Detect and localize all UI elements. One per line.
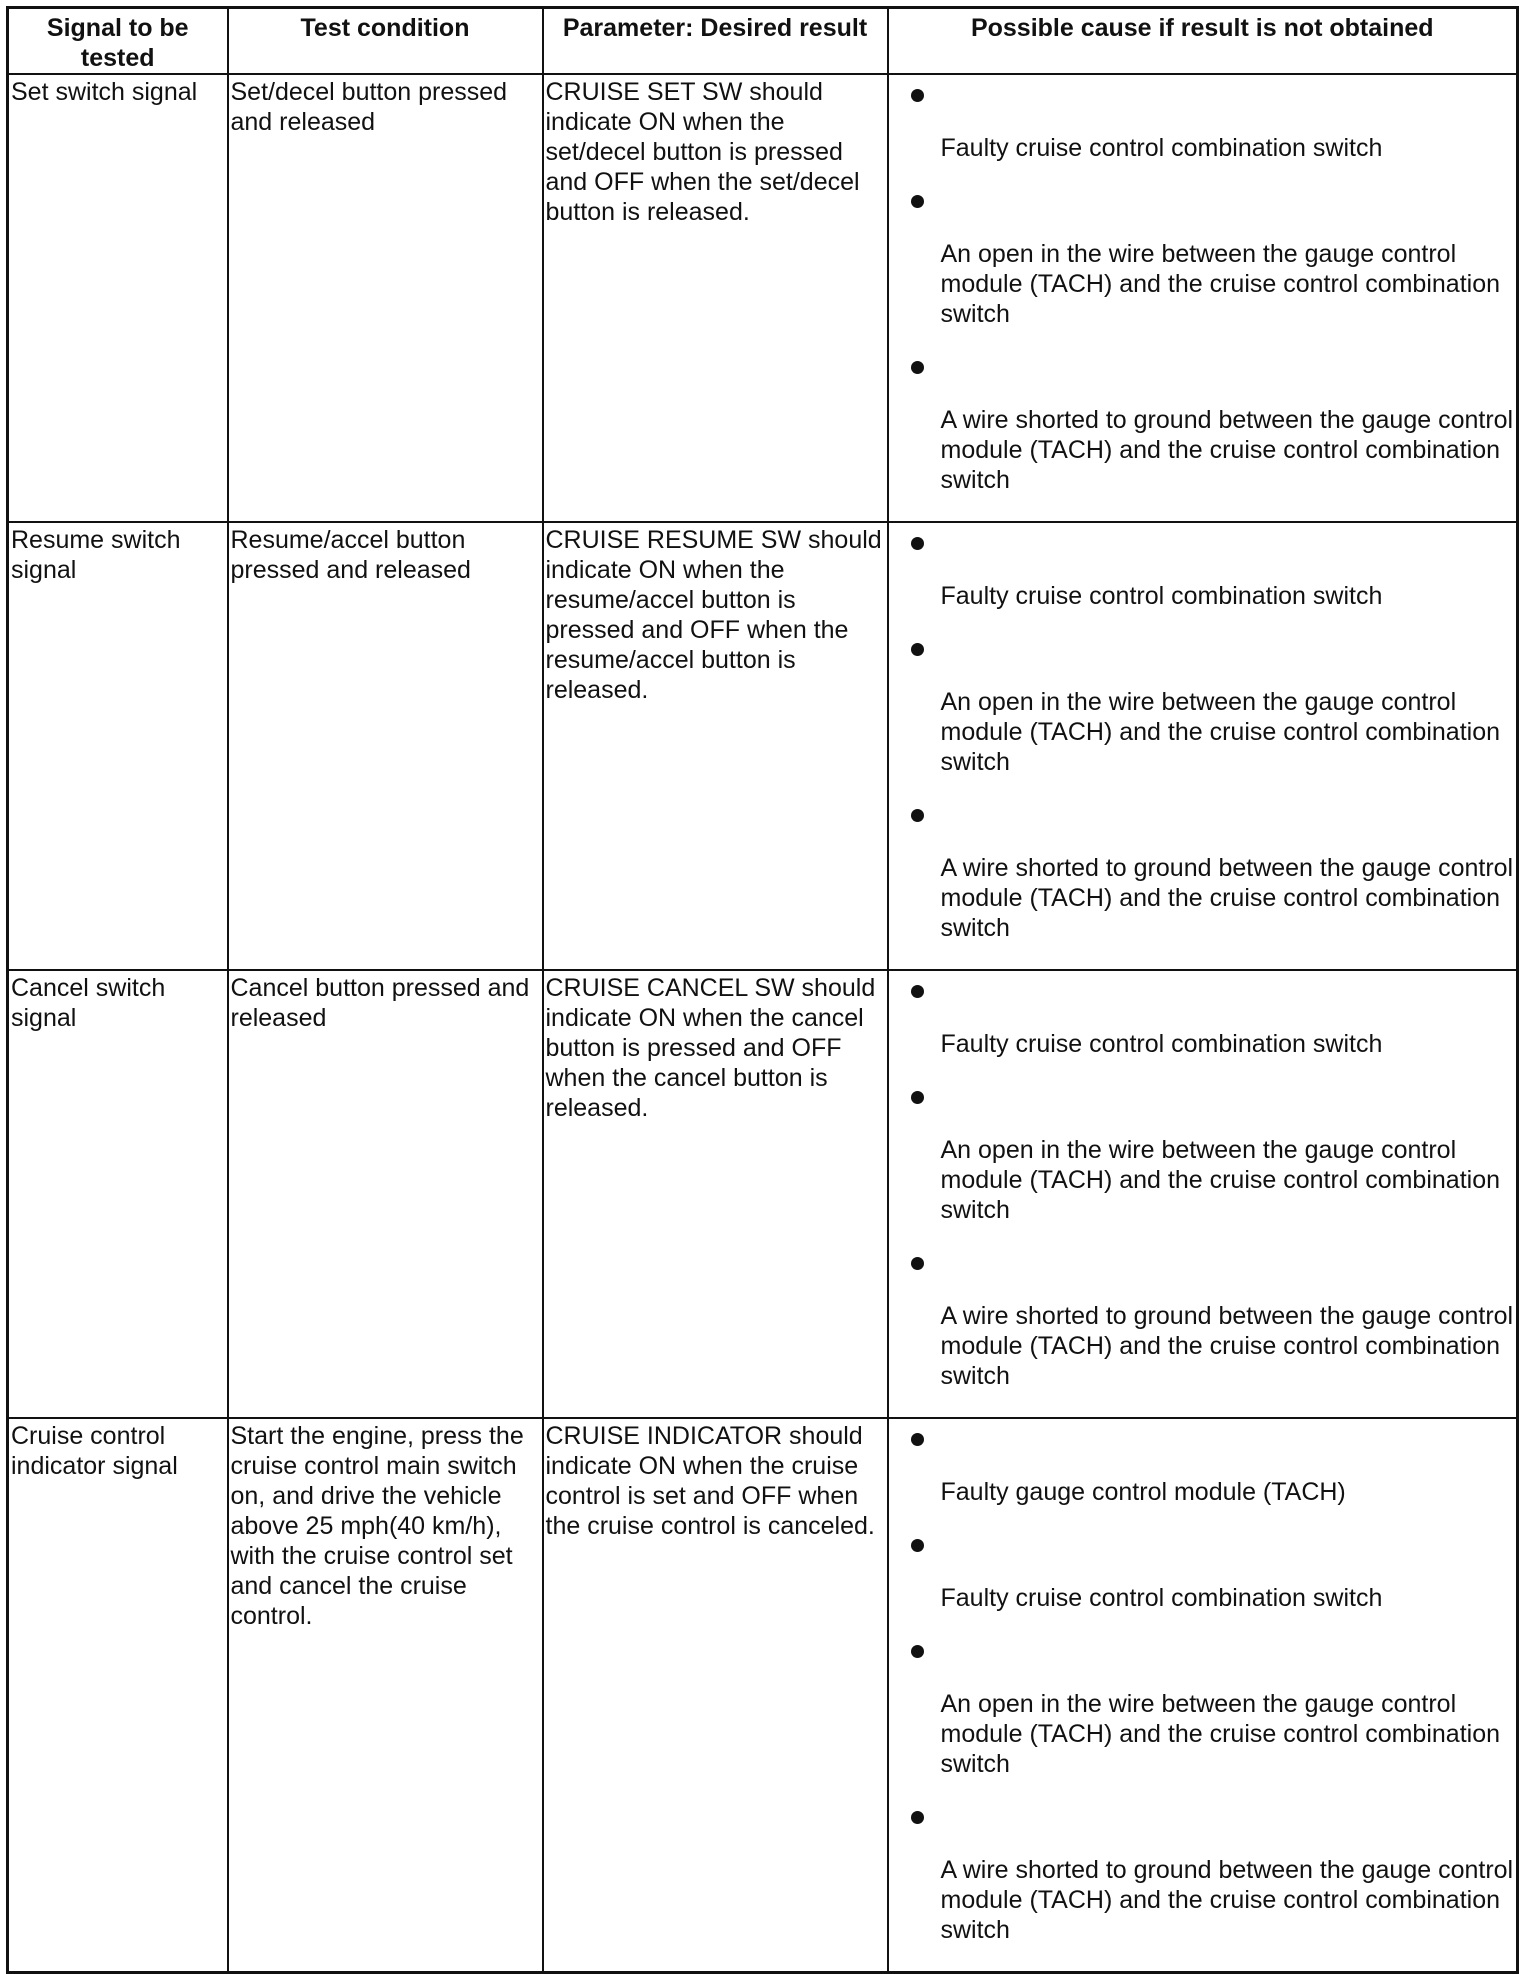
parameter-cell: CRUISE INDICATOR should indicate ON when the cruise control is set and OFF when the cruise control is canceled. [543,1418,888,1973]
cause-item [891,189,1515,355]
signal-cell: Resume switch signal [8,522,228,970]
parameter-cell: CRUISE RESUME SW should indicate ON when the resume/accel button is pressed and OFF when the resume/accel button is released. [543,522,888,970]
bullet-icon [911,985,924,998]
cause-text: Faulty cruise control combination switch [940,582,1383,610]
cause-cell [888,74,1518,522]
cause-item [891,979,1515,1085]
condition-cell: Set/decel button pressed and released [228,74,543,522]
condition-cell: Resume/accel button pressed and released [228,522,543,970]
bullet-icon [911,1645,924,1658]
table-row [8,970,1518,1418]
cause-cell [888,970,1518,1418]
cause-item [891,803,1515,969]
table-row [8,1418,1518,1973]
cause-item [891,1639,1515,1805]
bullet-icon [911,809,924,822]
cause-item [891,355,1515,521]
bullet-icon [911,537,924,550]
cause-text: Faulty cruise control combination switch [940,1030,1383,1058]
cause-item [891,83,1515,189]
cause-text: An open in the wire between the gauge control module (TACH) and the cruise control combination switch [940,688,1501,776]
bullet-icon [911,643,924,656]
cause-item [891,1805,1515,1971]
parameter-cell: CRUISE CANCEL SW should indicate ON when the cancel button is pressed and OFF when the cancel button is released. [543,970,888,1418]
header-parameter: Parameter: Desired result [543,8,888,75]
cause-item [891,1251,1515,1417]
signal-cell: Set switch signal [8,74,228,522]
condition-cell: Start the engine, press the cruise control main switch on, and drive the vehicle above 25 mph(40 km/h), with the cruise control set and cancel the cruise control. [228,1418,543,1973]
bullet-icon [911,195,924,208]
table-row [8,74,1518,522]
signal-cell: Cruise control indicator signal [8,1418,228,1973]
bullet-icon [911,1433,924,1446]
bullet-icon [911,1091,924,1104]
cause-text: Faulty cruise control combination switch [940,134,1383,162]
table-row [8,522,1518,970]
bullet-icon [911,361,924,374]
cause-text: An open in the wire between the gauge control module (TACH) and the cruise control combination switch [940,1136,1501,1224]
signal-cell: Cancel switch signal [8,970,228,1418]
bullet-icon [911,1539,924,1552]
cause-text: An open in the wire between the gauge control module (TACH) and the cruise control combination switch [940,240,1501,328]
bullet-icon [911,1257,924,1270]
cause-text: A wire shorted to ground between the gauge control module (TACH) and the cruise control combination switch [940,854,1514,942]
cause-text: A wire shorted to ground between the gauge control module (TACH) and the cruise control combination switch [940,406,1514,494]
cause-item [891,1533,1515,1639]
cause-item [891,1427,1515,1533]
cause-text: A wire shorted to ground between the gauge control module (TACH) and the cruise control combination switch [940,1856,1514,1944]
cause-cell [888,522,1518,970]
cause-text: An open in the wire between the gauge control module (TACH) and the cruise control combination switch [940,1690,1501,1778]
cause-item [891,531,1515,637]
table-header-row [8,8,1518,75]
header-signal: Signal to be tested [8,8,228,75]
cause-cell [888,1418,1518,1973]
parameter-cell: CRUISE SET SW should indicate ON when the set/decel button is pressed and OFF when the set/decel button is released. [543,74,888,522]
cause-text: Faulty gauge control module (TACH) [940,1478,1346,1506]
cause-text: Faulty cruise control combination switch [940,1584,1383,1612]
header-condition: Test condition [228,8,543,75]
cause-item [891,637,1515,803]
header-cause: Possible cause if result is not obtained [888,8,1518,75]
cruise-signal-test-table [6,6,1519,1974]
cause-item [891,1085,1515,1251]
cause-text: A wire shorted to ground between the gauge control module (TACH) and the cruise control combination switch [940,1302,1514,1390]
bullet-icon [911,1811,924,1824]
bullet-icon [911,89,924,102]
condition-cell: Cancel button pressed and released [228,970,543,1418]
